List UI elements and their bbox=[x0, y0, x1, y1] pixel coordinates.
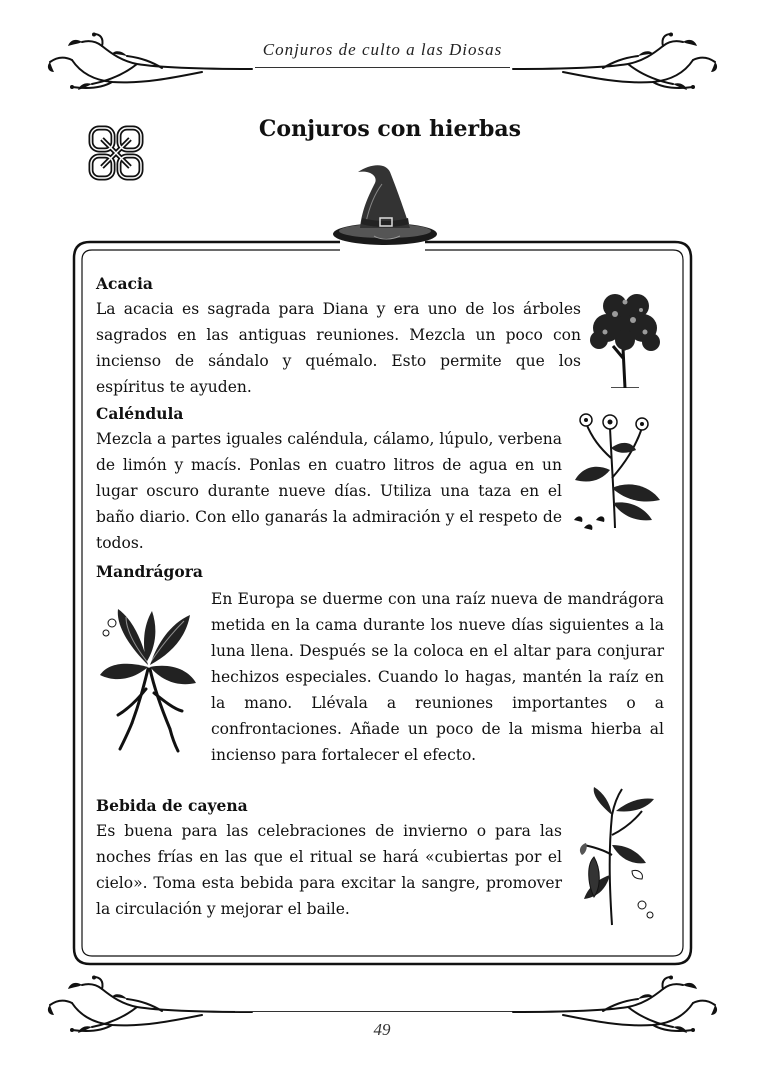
section-title: Mandrágora bbox=[96, 562, 203, 581]
page-title: Conjuros con hierbas bbox=[258, 116, 522, 142]
witch-hat-icon bbox=[330, 158, 440, 250]
floral-flourish-icon bbox=[508, 975, 723, 1035]
floral-flourish-icon bbox=[508, 32, 723, 92]
section-text: Mezcla a partes iguales caléndula, cálamo, lúpulo, verbena de limón y macís. Ponlas en cuatro litros de agua en un lugar oscuro durante nueve días. Utiliza una taza en el baño diario. Con ello ganarás la admiración y el respeto de todos. bbox=[96, 430, 562, 552]
running-title: Conjuros de culto a las Diosas bbox=[262, 40, 503, 59]
section-title: Acacia bbox=[96, 274, 153, 293]
floral-flourish-icon bbox=[42, 975, 257, 1035]
section-text: La acacia es sagrada para Diana y era uno de los árboles sagrados en las antiguas reuniones. Mezcla un poco con incienso de sándalo y quémalo. Esto permite que los espíritus te ayuden. bbox=[96, 300, 581, 396]
cayenne-pepper-plant-icon bbox=[572, 785, 662, 927]
section-acacia bbox=[96, 274, 581, 400]
section-text: Es buena para las celebraciones de invierno o para las noches frías en las que el ritual se hará «cubiertas por el cielo». Toma esta bebida para excitar la sangre, promover la circulación y mejorar el baile. bbox=[96, 822, 562, 918]
section-cayena bbox=[96, 796, 562, 922]
tree-icon bbox=[585, 288, 665, 388]
page-number: 49 bbox=[373, 1020, 391, 1039]
page-footer bbox=[0, 975, 765, 1065]
floral-flourish-icon bbox=[42, 32, 257, 92]
celtic-knot-icon bbox=[85, 122, 147, 184]
running-header bbox=[0, 30, 765, 100]
calendula-plant-icon bbox=[570, 408, 665, 533]
section-title: Bebida de cayena bbox=[96, 796, 248, 815]
mandrake-plant-icon bbox=[98, 605, 200, 753]
footer-divider bbox=[235, 1011, 530, 1012]
section-mandragora-heading bbox=[96, 562, 396, 584]
section-title: Caléndula bbox=[96, 404, 184, 423]
section-calendula bbox=[96, 404, 562, 556]
section-mandragora bbox=[211, 586, 664, 768]
section-text: En Europa se duerme con una raíz nueva de mandrágora metida en la cama durante los nueve días siguientes a la luna llena. Después se la coloca en el altar para conjurar hechizos especiales. Cuando lo hagas, mantén la raíz en la mano. Llévala a reuniones importantes o a confrontaciones. Añade un poco de la misma hierba al incienso para fortalecer el efecto. bbox=[211, 590, 664, 764]
header-divider bbox=[255, 67, 510, 68]
